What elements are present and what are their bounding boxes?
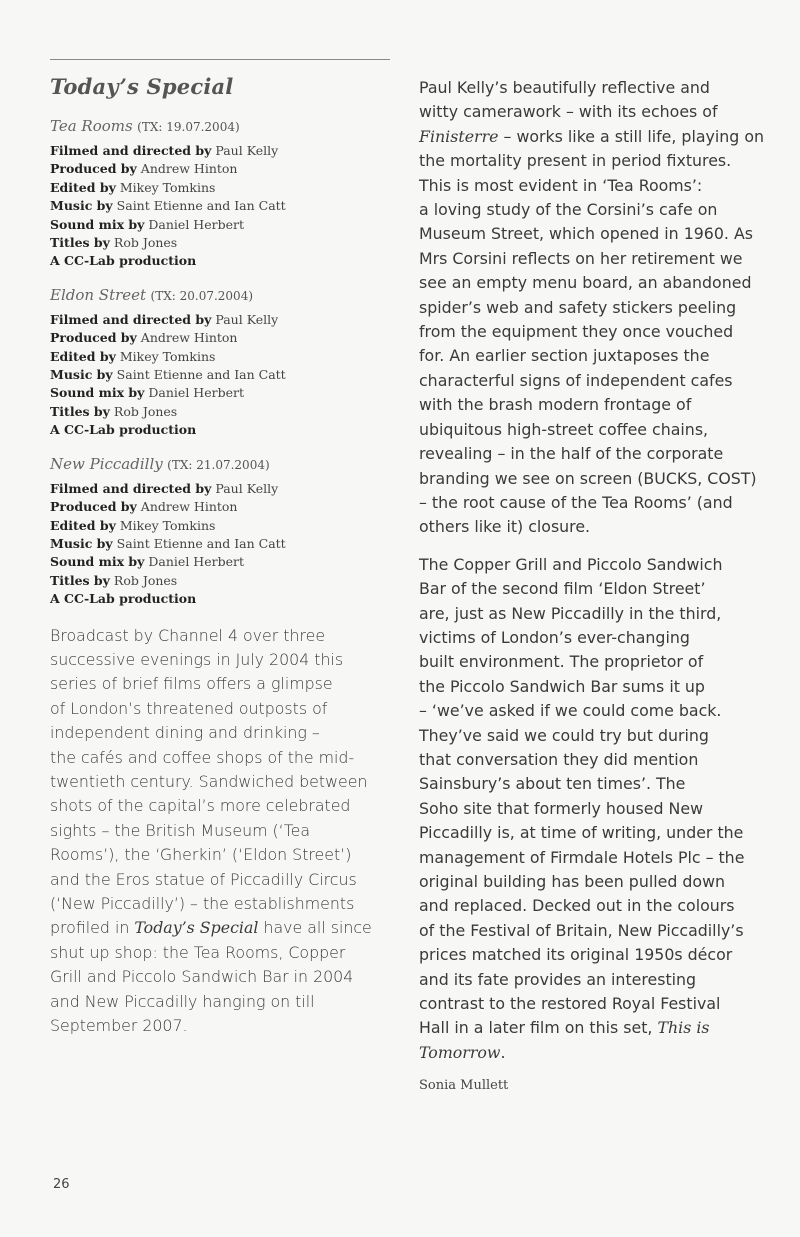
credit-line: Titles by Rob Jones xyxy=(50,235,178,251)
credit-line: Filmed and directed by Paul Kelly xyxy=(50,480,279,496)
credit-line: Filmed and directed by Paul Kelly xyxy=(50,311,279,327)
film-title: New Piccadilly xyxy=(50,454,163,473)
essay-paragraph: The Copper Grill and Piccolo Sandwich Bar of the second film ‘Eldon Street’ are, just as New Piccadilly in the third, victims of London’s ever-changing built environment. The proprietor of the Piccolo Sandwich Bar sums it up – ‘we’ve asked if we could come back. They’ve said we could try but during that conversation they did mention Sainsbury’s about ten times’. The Soho site that formerly housed New Piccadilly is, at time of writing, under the management of Firmdale Hotels Plc – the original building has been pulled down and replaced. Decked out in the colours of the Festival of Britain, New Piccadilly’s prices matched its original 1950s décor and its fate provides an interesting contrast to the restored Royal Festival Hall in a later film on this set, This is Tomorrow. xyxy=(419,554,745,1062)
intro-paragraph: Broadcast by Channel 4 over three successive evenings in July 2004 this series of brief films offers a glimpse of London’s threatened outposts of independent dining and drinking – the cafés and coffee shops of the mid- twentieth century. Sandwiched between shots of the capital’s more celebrated sights – the British Museum (‘Tea Rooms’), the ‘Gherkin’ (‘Eldon Street’) and the Eros statue of Piccadilly Circus (‘New Piccadilly’) – the establishments profiled in Today’s Special have all since shut up shop: the Tea Rooms, Copper Grill and Piccolo Sandwich Bar in 2004 and New Piccadilly hanging on till September 2007. xyxy=(50,625,372,1036)
credit-line: Music by Saint Etienne and Ian Catt xyxy=(50,198,286,214)
credit-line: Sound mix by Daniel Herbert xyxy=(50,554,244,570)
production-credit: A CC-Lab production xyxy=(50,591,197,607)
film-title: Tea Rooms xyxy=(50,117,133,135)
credit-line: Sound mix by Daniel Herbert xyxy=(50,385,244,401)
section-heading: Today’s Special xyxy=(50,74,234,99)
film-credits-tea-rooms xyxy=(50,117,392,271)
film-title: Eldon Street xyxy=(50,285,147,304)
right-column xyxy=(419,76,769,1093)
left-column xyxy=(50,74,392,1038)
credit-line: Produced by Andrew Hinton xyxy=(50,330,238,346)
credit-line: Produced by Andrew Hinton xyxy=(50,499,238,515)
credit-line: Edited by Mikey Tomkins xyxy=(50,179,216,195)
credit-line: Filmed and directed by Paul Kelly xyxy=(50,143,279,158)
film-credits-new-piccadilly xyxy=(50,455,392,609)
film-credits-eldon-street xyxy=(50,286,392,440)
top-rule xyxy=(50,59,390,60)
film-broadcast-date: (TX: 19.07.2004) xyxy=(137,120,240,134)
page-number: 26 xyxy=(53,1177,70,1192)
credit-line: Produced by Andrew Hinton xyxy=(50,161,238,177)
essay-paragraph: Paul Kelly’s beautifully reflective and witty camerawork – with its echoes of Finisterre – works like a still life, playing on the mortality present in period fixtures. This is most evident in ‘Tea Rooms’: a loving study of the Corsini’s cafe on Museum Street, which opened in 1960. As Mrs Corsini reflects on her retirement we see an empty menu board, an abandoned spider’s web and safety stickers peeling from the equipment they once vouched for. An earlier section juxtaposes the characterful signs of independent cafes with the brash modern frontage of ubiquitous high-street coffee chains, revealing – in the half of the corporate branding we see on screen (BUCKS, COST) – the root cause of the Tea Rooms’ (and others like it) closure. xyxy=(419,78,765,537)
film-broadcast-date: (TX: 21.07.2004) xyxy=(167,457,270,472)
credit-line: Edited by Mikey Tomkins xyxy=(50,348,216,364)
credit-line: Music by Saint Etienne and Ian Catt xyxy=(50,367,286,383)
credit-line: Edited by Mikey Tomkins xyxy=(50,517,216,533)
film-broadcast-date: (TX: 20.07.2004) xyxy=(150,288,254,303)
credit-line: Sound mix by Daniel Herbert xyxy=(50,216,244,232)
credit-line: Music by Saint Etienne and Ian Catt xyxy=(50,535,286,551)
production-credit: A CC-Lab production xyxy=(50,422,197,438)
production-credit: A CC-Lab production xyxy=(50,253,197,269)
credit-line: Titles by Rob Jones xyxy=(50,572,178,588)
author-name: Sonia Mullett xyxy=(419,1078,509,1094)
credit-line: Titles by Rob Jones xyxy=(50,403,178,419)
